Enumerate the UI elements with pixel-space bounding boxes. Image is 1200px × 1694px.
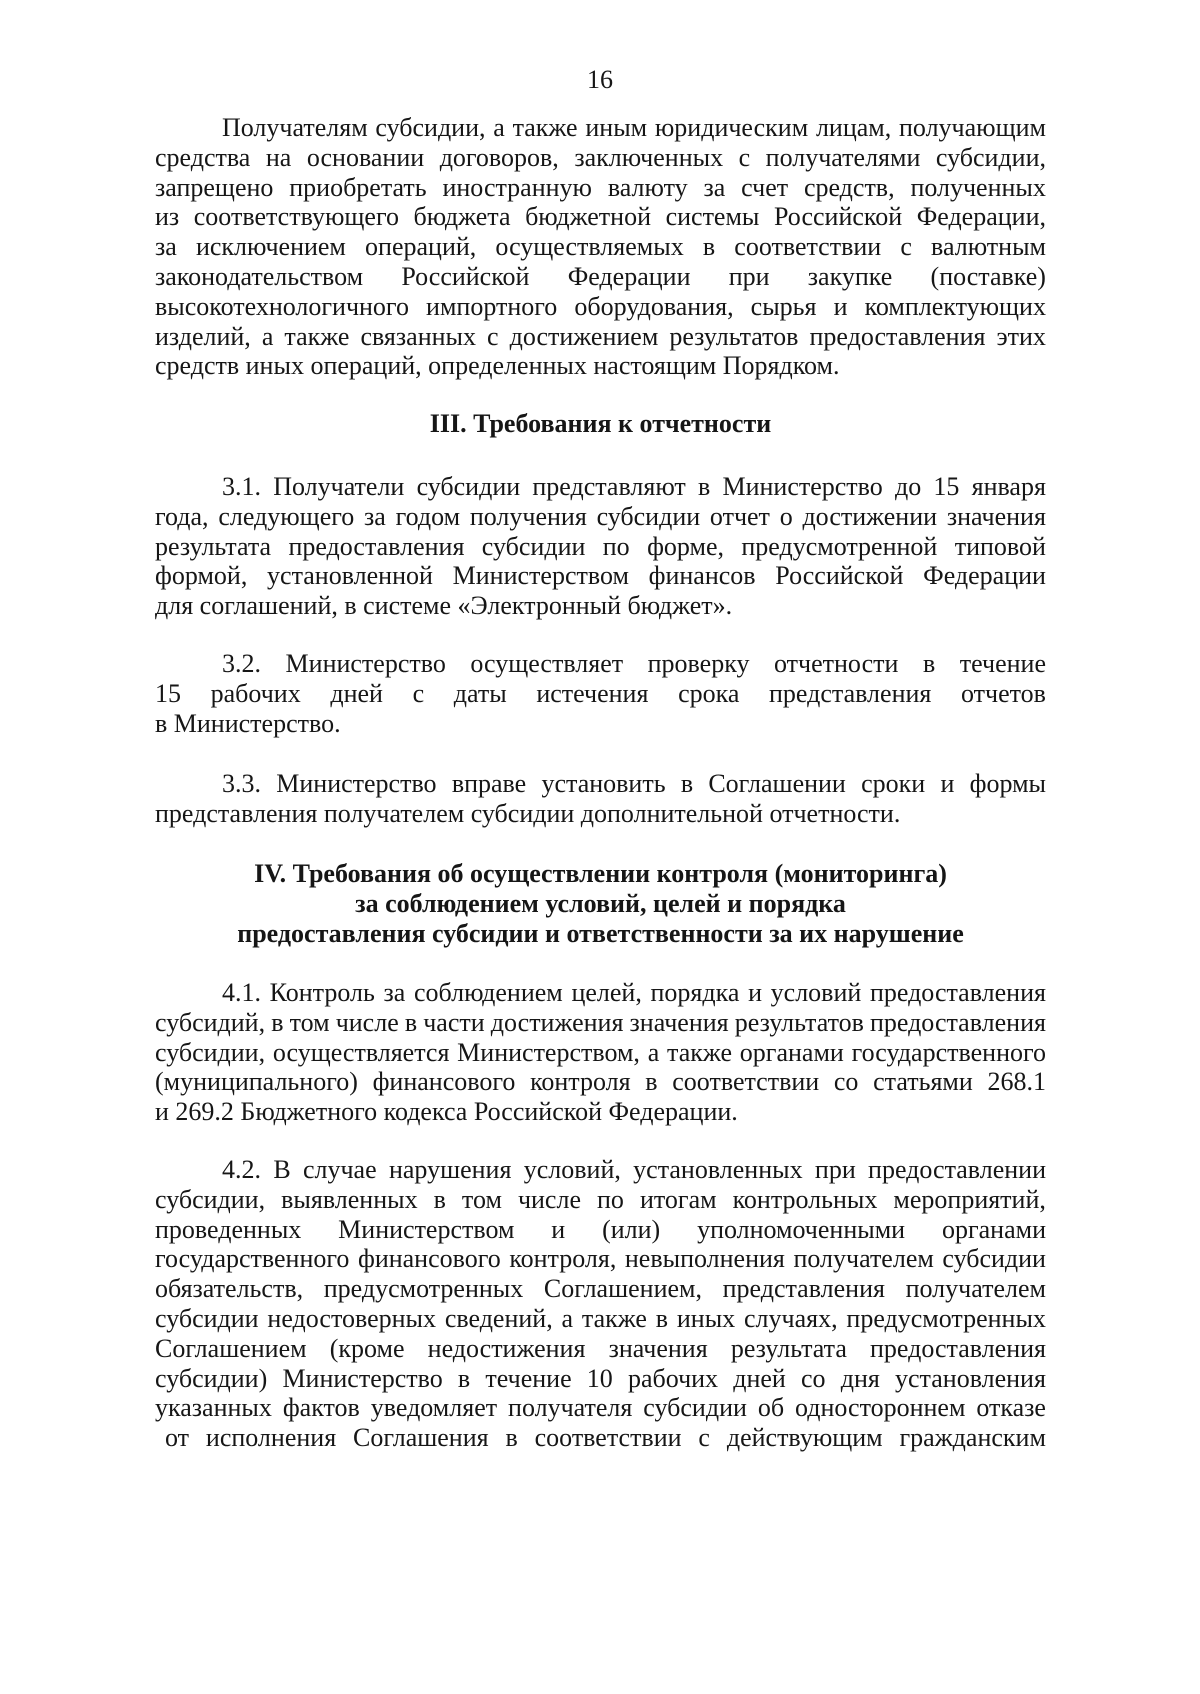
word: соблюдением bbox=[413, 978, 563, 1007]
word: субсидий, bbox=[155, 1007, 266, 1037]
word: Федерации, bbox=[916, 202, 1046, 232]
text-line bbox=[155, 561, 1046, 591]
word: также bbox=[284, 321, 350, 351]
word: финансов bbox=[648, 561, 756, 591]
word: достижении bbox=[802, 501, 938, 531]
word: Министерство bbox=[722, 472, 883, 501]
word: января bbox=[971, 472, 1046, 501]
word: результатов bbox=[669, 321, 799, 351]
word: в bbox=[697, 472, 711, 501]
word: 3.2. bbox=[222, 649, 261, 678]
word: контрольных bbox=[732, 1184, 878, 1214]
word: средств, bbox=[803, 172, 895, 202]
text-line bbox=[155, 143, 1046, 173]
word: со bbox=[833, 1067, 859, 1097]
word: отчет bbox=[709, 501, 770, 531]
word: предоставления bbox=[809, 321, 986, 351]
word: закупке bbox=[807, 261, 893, 291]
word: предоставления bbox=[870, 1333, 1046, 1363]
word: в bbox=[433, 1184, 446, 1214]
word: средства bbox=[155, 142, 251, 172]
word: Получатели bbox=[273, 472, 405, 501]
word: с bbox=[412, 678, 425, 708]
word: в bbox=[505, 1423, 518, 1453]
word: осуществляется bbox=[272, 1037, 450, 1067]
word: и bbox=[551, 1214, 566, 1244]
word: законодательством bbox=[155, 261, 364, 291]
word: осуществляемых bbox=[495, 232, 684, 262]
paragraph-3-2 bbox=[155, 649, 1046, 738]
word: Контроль bbox=[269, 978, 375, 1007]
text-line bbox=[155, 1274, 1046, 1304]
text-line bbox=[155, 502, 1046, 532]
word: 4.2. bbox=[222, 1155, 261, 1184]
word: а bbox=[561, 1303, 574, 1333]
text-line: в Министерство. bbox=[155, 708, 341, 738]
word: при bbox=[814, 1155, 856, 1184]
word: полученных bbox=[910, 172, 1046, 202]
word: получателями bbox=[765, 142, 921, 172]
word: итогам bbox=[639, 1184, 717, 1214]
word: в bbox=[922, 649, 936, 678]
word: иных bbox=[676, 1303, 736, 1333]
word: 268.1 bbox=[987, 1067, 1046, 1097]
heading-line: предоставления субсидии и ответственности за их нарушение bbox=[237, 918, 964, 948]
word: уполномоченными bbox=[697, 1214, 906, 1244]
word: осуществляет bbox=[470, 649, 624, 678]
word: дней bbox=[733, 1363, 786, 1393]
word: органами bbox=[941, 1214, 1046, 1244]
page-number: 16 bbox=[587, 65, 613, 94]
word: сроки bbox=[861, 769, 926, 798]
word: значения bbox=[608, 1333, 708, 1363]
word: дня bbox=[840, 1363, 880, 1393]
word: части bbox=[423, 1007, 485, 1037]
word: также bbox=[581, 1303, 647, 1333]
word: рабочих bbox=[210, 678, 301, 708]
word: мероприятий, bbox=[893, 1184, 1046, 1214]
word: Федерации bbox=[923, 561, 1046, 591]
word: значения bbox=[629, 1007, 729, 1037]
word: запрещено bbox=[155, 172, 274, 202]
word: указанных bbox=[155, 1393, 272, 1423]
intro-paragraph bbox=[155, 113, 1046, 381]
text-line bbox=[155, 679, 1046, 709]
word: выявленных bbox=[281, 1184, 418, 1214]
word: субсидии, bbox=[155, 1184, 266, 1214]
word: комплектующих bbox=[864, 291, 1046, 321]
word: Министерство bbox=[285, 649, 446, 678]
word: изделий, bbox=[155, 321, 251, 351]
word: и bbox=[833, 291, 848, 321]
word: исключением bbox=[195, 232, 346, 262]
word: условий, bbox=[523, 1155, 621, 1184]
text-line bbox=[155, 1304, 1046, 1334]
word: 15 bbox=[933, 472, 960, 501]
word: получателя bbox=[508, 1393, 633, 1423]
word: том bbox=[289, 1007, 330, 1037]
text-line bbox=[155, 1215, 1046, 1245]
word: Соглашением bbox=[155, 1333, 307, 1363]
word: даты bbox=[453, 678, 507, 708]
word: целей, bbox=[571, 978, 642, 1007]
word: контроля bbox=[530, 1067, 631, 1097]
word: дней bbox=[330, 678, 383, 708]
paragraph-4-2 bbox=[155, 1155, 1046, 1453]
text-line bbox=[155, 1067, 1046, 1097]
heading-line: IV. Требования об осуществлении контроля (мониторинга) bbox=[254, 859, 947, 888]
word: условий bbox=[770, 978, 862, 1007]
word: соответствующего bbox=[193, 202, 399, 232]
word: 3.1. bbox=[222, 472, 261, 501]
word: Российской bbox=[401, 261, 530, 291]
word: предоставления bbox=[869, 1007, 1046, 1037]
word: с bbox=[487, 321, 499, 351]
word: субсидии) bbox=[155, 1363, 268, 1393]
word: нарушения bbox=[388, 1155, 512, 1184]
word: результата bbox=[155, 531, 272, 561]
word: субсидии bbox=[596, 501, 701, 531]
word: одностороннем bbox=[795, 1393, 966, 1423]
word: (муниципального) bbox=[155, 1067, 358, 1097]
word: приобретать bbox=[289, 172, 427, 202]
word: на bbox=[265, 142, 292, 172]
text-line bbox=[155, 1393, 1046, 1423]
word: достижением bbox=[509, 321, 659, 351]
word: числе bbox=[517, 1184, 581, 1214]
text-line bbox=[155, 1334, 1046, 1364]
word: соответствии bbox=[534, 1423, 682, 1453]
word: субсидии, bbox=[155, 1037, 266, 1067]
word: импортного bbox=[426, 291, 558, 321]
word: в bbox=[645, 1067, 658, 1097]
word: Министерство bbox=[276, 769, 437, 798]
word: бюджетной bbox=[525, 202, 651, 232]
word: и bbox=[940, 769, 955, 798]
text-line: для соглашений, в системе «Электронный бюджет». bbox=[155, 591, 733, 621]
text-line bbox=[155, 532, 1046, 562]
word: Российской bbox=[775, 561, 904, 591]
text-line bbox=[155, 202, 1046, 232]
word: вправе bbox=[451, 769, 527, 798]
word: гражданским bbox=[899, 1423, 1046, 1453]
word: годом bbox=[395, 501, 461, 531]
word: контроля, bbox=[509, 1244, 617, 1274]
word: срока bbox=[678, 678, 740, 708]
paragraph-4-1 bbox=[155, 978, 1046, 1127]
word: установить bbox=[541, 769, 666, 798]
heading-line: III. Требования к отчетности bbox=[429, 409, 772, 438]
word: результатов bbox=[734, 1007, 864, 1037]
word: договоров, bbox=[439, 142, 559, 172]
word: предоставления bbox=[288, 531, 465, 561]
section-iv-heading bbox=[155, 859, 1046, 948]
word: В bbox=[273, 1155, 291, 1184]
word: проверку bbox=[647, 649, 750, 678]
word: получателем bbox=[793, 1244, 934, 1274]
word: 4.1. bbox=[222, 978, 261, 1007]
text-line bbox=[155, 978, 1046, 1008]
word: Министерством bbox=[338, 1214, 515, 1244]
word: предусмотренных bbox=[846, 1303, 1046, 1333]
word: исполнения bbox=[205, 1423, 337, 1453]
word: также bbox=[512, 113, 578, 142]
word: основании bbox=[306, 142, 425, 172]
word: Соглашении bbox=[708, 769, 846, 798]
word: субсидии bbox=[643, 1393, 747, 1423]
section-iii-heading bbox=[155, 409, 1046, 439]
word: субсидии bbox=[416, 472, 521, 501]
text-line bbox=[155, 1185, 1046, 1215]
word: в bbox=[655, 1303, 669, 1333]
word: в bbox=[702, 232, 716, 262]
word: по bbox=[602, 531, 630, 561]
text-line bbox=[155, 649, 1046, 679]
word: истечения bbox=[536, 678, 649, 708]
text-line bbox=[155, 769, 1046, 799]
word: представляют bbox=[532, 472, 686, 501]
word: соответствии bbox=[672, 1067, 820, 1097]
word: недостоверных bbox=[267, 1303, 437, 1333]
word: числе bbox=[335, 1007, 399, 1037]
word: счет bbox=[741, 172, 789, 202]
word: течение bbox=[485, 1363, 572, 1393]
word: отчетов bbox=[960, 678, 1046, 708]
word: в bbox=[271, 1007, 284, 1037]
word: результата bbox=[730, 1333, 847, 1363]
heading-line: за соблюдением условий, целей и порядка bbox=[355, 888, 846, 918]
word: с bbox=[738, 142, 751, 172]
word: формы bbox=[969, 769, 1046, 798]
text-line bbox=[155, 173, 1046, 203]
paragraph-3-3 bbox=[155, 769, 1046, 829]
word: получателем bbox=[905, 1274, 1046, 1304]
word: сведений, bbox=[444, 1303, 553, 1333]
word: статьями bbox=[873, 1067, 973, 1097]
word: по bbox=[597, 1184, 624, 1214]
word: Соглашения bbox=[353, 1423, 489, 1453]
word: высокотехнологичного bbox=[155, 291, 409, 321]
word: случаях, bbox=[744, 1303, 838, 1333]
word: 10 bbox=[586, 1363, 613, 1393]
word: предоставлении bbox=[868, 1155, 1046, 1184]
word: об bbox=[757, 1393, 785, 1423]
text-line bbox=[155, 262, 1046, 292]
word: субсидии bbox=[942, 1244, 1046, 1274]
word: получающим bbox=[899, 113, 1046, 142]
word: за bbox=[364, 501, 386, 531]
word: субсидии bbox=[155, 1303, 259, 1333]
word: (или) bbox=[602, 1214, 661, 1244]
word: Федерации bbox=[567, 261, 691, 291]
word: субсидии, bbox=[375, 113, 486, 142]
text-line bbox=[155, 113, 1046, 143]
word: и bbox=[748, 978, 762, 1007]
word: связанных bbox=[360, 321, 476, 351]
word: достижения bbox=[490, 1007, 624, 1037]
word: течение bbox=[959, 649, 1046, 678]
word: сырья bbox=[750, 291, 817, 321]
word: рабочих bbox=[627, 1363, 719, 1393]
word: значения bbox=[946, 501, 1046, 531]
word: 15 bbox=[155, 678, 181, 708]
text-line bbox=[155, 1244, 1046, 1274]
word: иностранную bbox=[442, 172, 592, 202]
word: государственного bbox=[155, 1244, 350, 1274]
word: представления bbox=[722, 1274, 885, 1304]
word: в bbox=[404, 1007, 418, 1037]
word: за bbox=[703, 172, 726, 202]
word: этих bbox=[996, 321, 1046, 351]
word: года, bbox=[155, 501, 209, 531]
word: обязательств, bbox=[155, 1274, 304, 1304]
text-line bbox=[155, 292, 1046, 322]
word: со bbox=[801, 1363, 826, 1393]
word: за bbox=[155, 232, 177, 262]
word: а bbox=[261, 321, 274, 351]
word: отчетности bbox=[774, 649, 899, 678]
word: форме, bbox=[647, 531, 725, 561]
word: недостижения bbox=[427, 1333, 586, 1363]
word: субсидии bbox=[481, 531, 586, 561]
paragraph-3-1 bbox=[155, 472, 1046, 621]
word: представления bbox=[769, 678, 932, 708]
word: о bbox=[779, 501, 793, 531]
word: предоставления bbox=[869, 978, 1046, 1007]
text-line bbox=[155, 1423, 1046, 1453]
word: (поставке) bbox=[930, 261, 1046, 291]
text-line bbox=[155, 1038, 1046, 1068]
word: юридическим bbox=[654, 113, 809, 142]
word: проведенных bbox=[155, 1214, 302, 1244]
word: до bbox=[894, 472, 922, 501]
word: при bbox=[728, 261, 770, 291]
word: также bbox=[667, 1037, 733, 1067]
word: предусмотренной bbox=[741, 531, 938, 561]
word: невыполнения bbox=[624, 1244, 785, 1274]
word: а bbox=[647, 1037, 660, 1067]
word: формой, bbox=[155, 561, 248, 591]
text-line bbox=[155, 322, 1046, 352]
word: за bbox=[383, 978, 406, 1007]
word: а bbox=[493, 113, 505, 142]
word: от bbox=[165, 1423, 190, 1453]
word: финансового bbox=[372, 1067, 516, 1097]
word: системы bbox=[665, 202, 760, 232]
word: следующего bbox=[218, 501, 355, 531]
text-line bbox=[155, 1155, 1046, 1185]
word: оборудования, bbox=[574, 291, 734, 321]
word: из bbox=[155, 202, 180, 232]
word: (кроме bbox=[329, 1333, 405, 1363]
word: субсидии, bbox=[935, 142, 1046, 172]
word: установленной bbox=[267, 561, 433, 591]
text-line: средств иных операций, определенных настоящим Порядком. bbox=[155, 351, 840, 381]
word: типовой bbox=[954, 531, 1046, 561]
word: отказе bbox=[976, 1393, 1046, 1423]
word: бюджета bbox=[413, 202, 511, 232]
word: операций, bbox=[365, 232, 477, 262]
word: Российской bbox=[773, 202, 903, 232]
word: с bbox=[698, 1423, 710, 1453]
text-line: и 269.2 Бюджетного кодекса Российской Федерации. bbox=[155, 1097, 738, 1127]
word: Соглашением, bbox=[543, 1274, 702, 1304]
text-line bbox=[155, 472, 1046, 502]
word: финансового bbox=[357, 1244, 501, 1274]
word: получения bbox=[469, 501, 587, 531]
word: Министерством bbox=[452, 561, 629, 591]
word: действующим bbox=[726, 1423, 883, 1453]
text-line bbox=[155, 1364, 1046, 1394]
word: случае bbox=[302, 1155, 377, 1184]
word: валютным bbox=[931, 232, 1046, 262]
word: с bbox=[900, 232, 912, 262]
text-line bbox=[155, 1008, 1046, 1038]
text-line bbox=[155, 232, 1046, 262]
word: лицам, bbox=[815, 113, 892, 142]
word: соответствии bbox=[734, 232, 882, 262]
word: заключенных bbox=[574, 142, 724, 172]
word: в bbox=[680, 769, 694, 798]
word: валюту bbox=[607, 172, 688, 202]
word: предусмотренных bbox=[323, 1274, 524, 1304]
word: Министерством, bbox=[457, 1037, 640, 1067]
word: фактов bbox=[282, 1393, 360, 1423]
word: органами bbox=[739, 1037, 844, 1067]
word: иным bbox=[585, 113, 648, 142]
word: установленных bbox=[633, 1155, 803, 1184]
word: в bbox=[457, 1363, 471, 1393]
word: порядка bbox=[650, 978, 740, 1007]
word: Получателям bbox=[222, 113, 368, 142]
word: государственного bbox=[851, 1037, 1046, 1067]
word: том bbox=[461, 1184, 502, 1214]
word: 3.3. bbox=[222, 769, 261, 798]
word: уведомляет bbox=[370, 1393, 498, 1423]
text-line: представления получателем субсидии дополнительной отчетности. bbox=[155, 798, 901, 828]
word: установления bbox=[895, 1363, 1046, 1393]
word: Министерство bbox=[282, 1363, 443, 1393]
